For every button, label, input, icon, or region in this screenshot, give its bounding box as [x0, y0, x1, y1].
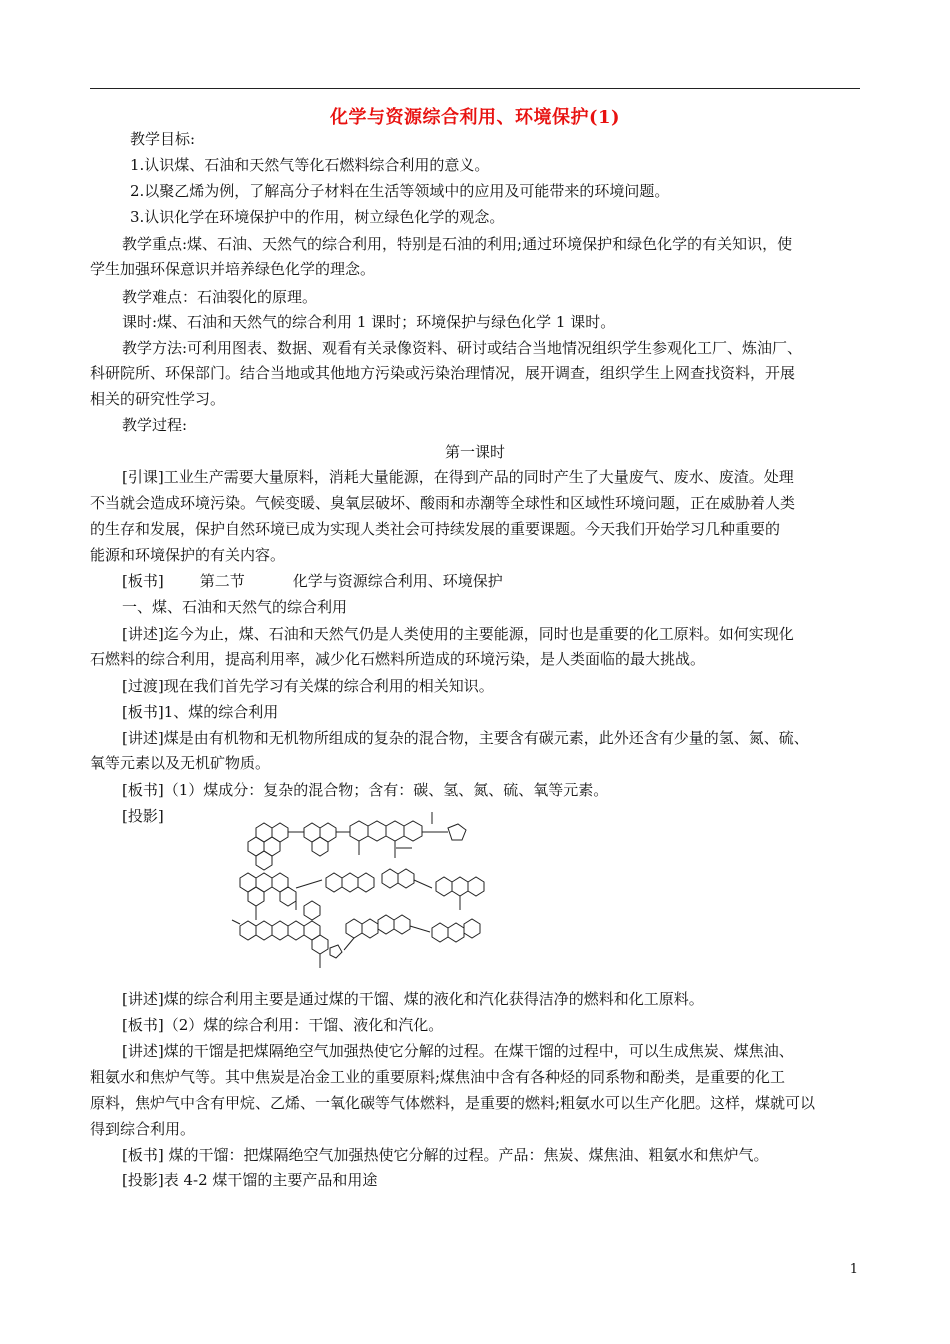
intro-line-3: 的生存和发展，保护自然环境已成为实现人类社会可持续发展的重要课题。今天我们开始学习几种重要的: [90, 520, 781, 538]
projection-2: [投影]表 4-2 煤干馏的主要产品和用途: [122, 1171, 378, 1189]
methods-line-3: 相关的研究性学习。: [90, 390, 226, 408]
lecture-4-line-4: 得到综合利用。: [90, 1120, 196, 1138]
intro-line-1: [引课]工业生产需要大量原料，消耗大量能源，在得到产品的同时产生了大量废气、废水、废渣。处理: [122, 468, 794, 486]
goal-1: 1.认识煤、石油和天然气等化石燃料综合利用的意义。: [130, 156, 490, 174]
top-rule: [90, 88, 860, 89]
goals-heading: 教学目标:: [130, 130, 196, 148]
board-tag: [板书]: [122, 572, 164, 590]
lecture-3: [讲述]煤的综合利用主要是通过煤的干馏、煤的液化和汽化获得洁净的燃料和化工原料。: [122, 990, 704, 1008]
key-points-line-1: 教学重点:煤、石油、天然气的综合利用，特别是石油的利用;通过环境保护和绿色化学的有关知识，使: [122, 235, 793, 253]
page-title: 化学与资源综合利用、环境保护(1): [329, 107, 621, 128]
lesson-title: 第一课时: [444, 443, 505, 461]
board-section: 第二节: [199, 572, 245, 590]
transition: [过渡]现在我们首先学习有关煤的综合利用的相关知识。: [122, 677, 494, 695]
difficulty: 教学难点：石油裂化的原理。: [122, 288, 318, 306]
page-number: 1: [849, 1262, 858, 1277]
board-5: [板书] 煤的干馏：把煤隔绝空气加强热使它分解的过程。产品：焦炭、煤焦油、粗氨水和焦炉气。: [122, 1146, 769, 1164]
lecture-4-line-1: [讲述]煤的干馏是把煤隔绝空气加强热使它分解的过程。在煤干馏的过程中，可以生成焦炭、煤焦油、: [122, 1042, 794, 1060]
lecture-2-line-2: 氧等元素以及无机矿物质。: [90, 754, 271, 772]
board-topic: 化学与资源综合利用、环境保护: [292, 572, 503, 590]
periods: 课时:煤、石油和天然气的综合利用 1 课时；环境保护与绿色化学 1 课时。: [122, 313, 616, 331]
key-points-line-2: 学生加强环保意识并培养绿色化学的理念。: [90, 260, 376, 278]
lecture-4-line-2: 粗氨水和焦炉气等。其中焦炭是冶金工业的重要原料;煤焦油中含有各种烃的同系物和酚类，是重要的化工: [90, 1068, 786, 1086]
goal-2: 2.以聚乙烯为例，了解高分子材料在生活等领域中的应用及可能带来的环境问题。: [130, 182, 670, 200]
lecture-1-line-2: 石燃料的综合利用，提高利用率，减少化石燃料所造成的环境污染，是人类面临的最大挑战。: [90, 650, 706, 668]
lecture-4-line-3: 原料，焦炉气中含有甲烷、乙烯、一氧化碳等气体燃料，是重要的燃料;粗氨水可以生产化肥。这样，煤就可以: [90, 1094, 816, 1112]
board-3: [板书]（1）煤成分：复杂的混合物；含有：碳、氢、氮、硫、氧等元素。: [122, 781, 609, 799]
coal-structure-diagram: [226, 800, 506, 980]
projection-1: [投影]: [122, 807, 164, 825]
board-2: [板书]1、煤的综合利用: [122, 703, 279, 721]
methods-line-2: 科研院所、环保部门。结合当地或其他地方污染或污染治理情况，展开调查，组织学生上网查找资料，开展: [90, 364, 796, 382]
lecture-1-line-1: [讲述]迄今为止，煤、石油和天然气仍是人类使用的主要能源，同时也是重要的化工原料。如何实现化: [122, 625, 794, 643]
board-4: [板书]（2）煤的综合利用：干馏、液化和汽化。: [122, 1016, 444, 1034]
process-heading: 教学过程:: [122, 416, 188, 434]
goal-3: 3.认识化学在环境保护中的作用，树立绿色化学的观念。: [130, 208, 505, 226]
lecture-2-line-1: [讲述]煤是由有机物和无机物所组成的复杂的混合物，主要含有碳元素，此外还含有少量的氢、氮、硫、: [122, 729, 809, 747]
intro-line-2: 不当就会造成环境污染。气候变暖、臭氧层破坏、酸雨和赤潮等全球性和区域性环境问题，正在威胁着人类: [90, 494, 796, 512]
intro-line-4: 能源和环境保护的有关内容。: [90, 546, 286, 564]
methods-line-1: 教学方法:可利用图表、数据、观看有关录像资料、研讨或结合当地情况组织学生参观化工厂、炼油厂、: [122, 339, 803, 357]
section-1-heading: 一、煤、石油和天然气的综合利用: [122, 598, 348, 616]
board-heading: [0, 570, 503, 592]
